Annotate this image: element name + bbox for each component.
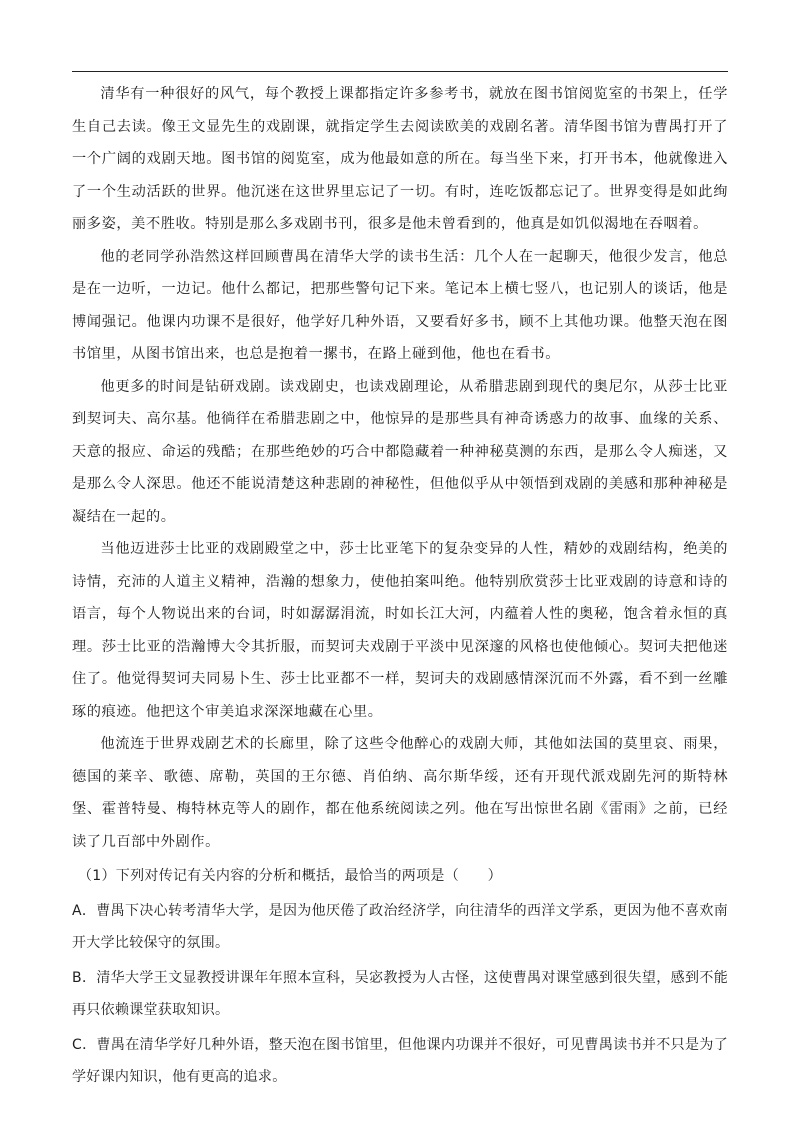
paragraph-2: 他的老同学孙浩然这样回顾曹禺在清华大学的读书生活：几个人在一起聊天，他很少发言，他总是在一边听，一边记。他什么都记，把那些警句记下来。笔记本上横七竖八，也记别人的谈话，他是博闻强记。他课内功课不是很好，他学好几种外语，又要看好多书，顾不上其他功课。他整天泡在图书馆里，从图书馆出来，也总是抱着一摞书，在路上碰到他，他也在看书。 (72, 248, 728, 362)
option-a: A．曹禺下决心转考清华大学，是因为他厌倦了政治经济学，向往清华的西洋文学系，更因为他不喜欢南开大学比较保守的氛围。 (72, 902, 728, 951)
option-c: C．曹禺在清华学好几种外语，整天泡在图书馆里，但他课内功课并不很好，可见曹禺读书并不只是为了学好课内知识，他有更高的追求。 (72, 1036, 728, 1085)
header-rule (72, 71, 728, 72)
question-stem: （1）下列对传记有关内容的分析和概括，最恰当的两项是（ ） (78, 868, 502, 884)
paragraph-3: 他更多的时间是钻研戏剧。读戏剧史，也读戏剧理论，从希腊悲剧到现代的奥尼尔，从莎士比亚到契诃夫、高尔基。他徜徉在希腊悲剧之中，他惊异的是那些具有神奇诱惑力的故事、血缘的关系、天意的报应、命运的残酷；在那些绝妙的巧合中都隐藏着一种神秘莫测的东西，是那么令人痴迷，又是那么令人深思。他还不能说清楚这种悲剧的神秘性，但他似乎从中领悟到戏剧的美感和那种神秘是凝结在一起的。 (72, 378, 728, 525)
paragraph-1: 清华有一种很好的风气，每个教授上课都指定许多参考书，就放在图书馆阅览室的书架上，任学生自己去读。像王文显先生的戏剧课，就指定学生去阅读欧美的戏剧名著。清华图书馆为曹禺打开了一个广阔的戏剧天地。图书馆的阅览室，成为他最如意的所在。每当坐下来，打开书本，他就像进入了一个生动活跃的世界。他沉迷在这世界里忘记了一切。有时，连吃饭都忘记了。世界变得是如此绚丽多姿，美不胜收。特别是那么多戏剧书刊，很多是他未曾看到的，他真是如饥似渴地在吞咽着。 (72, 86, 728, 232)
paragraph-4: 当他迈进莎士比亚的戏剧殿堂之中，莎士比亚笔下的复杂变异的人性，精妙的戏剧结构，绝美的诗情，充沛的人道主义精神，浩瀚的想象力，使他拍案叫绝。他特别欣赏莎士比亚戏剧的诗意和诗的语言，每个人物说出来的台词，时如潺潺涓流，时如长江大河，内蕴着人性的奥秘，饱含着永恒的真理。莎士比亚的浩瀚博大令其折服，而契诃夫戏剧于平淡中见深邃的风格也使他倾心。契诃夫把他迷住了。他觉得契诃夫同易卜生、莎士比亚都不一样，契诃夫的戏剧感情深沉而不外露，看不到一丝雕琢的痕迹。他把这个审美追求深深地藏在心里。 (72, 541, 728, 720)
option-b: B．清华大学王文显教授讲课年年照本宣科，吴宓教授为人古怪，这使曹禺对课堂感到很失望，感到不能再只依赖课堂获取知识。 (72, 969, 728, 1018)
paragraph-5: 他流连于世界戏剧艺术的长廊里，除了这些令他醉心的戏剧大师，其他如法国的莫里哀、雨果，德国的莱辛、歌德、席勒，英国的王尔德、肖伯纳、高尔斯华绥，还有开现代派戏剧先河的斯特林堡、霍普特曼、梅特林克等人的剧作，都在他系统阅读之列。他在写出惊世名剧《雷雨》之前，已经读了几百部中外剧作。 (72, 736, 728, 850)
document-body (72, 78, 728, 1094)
